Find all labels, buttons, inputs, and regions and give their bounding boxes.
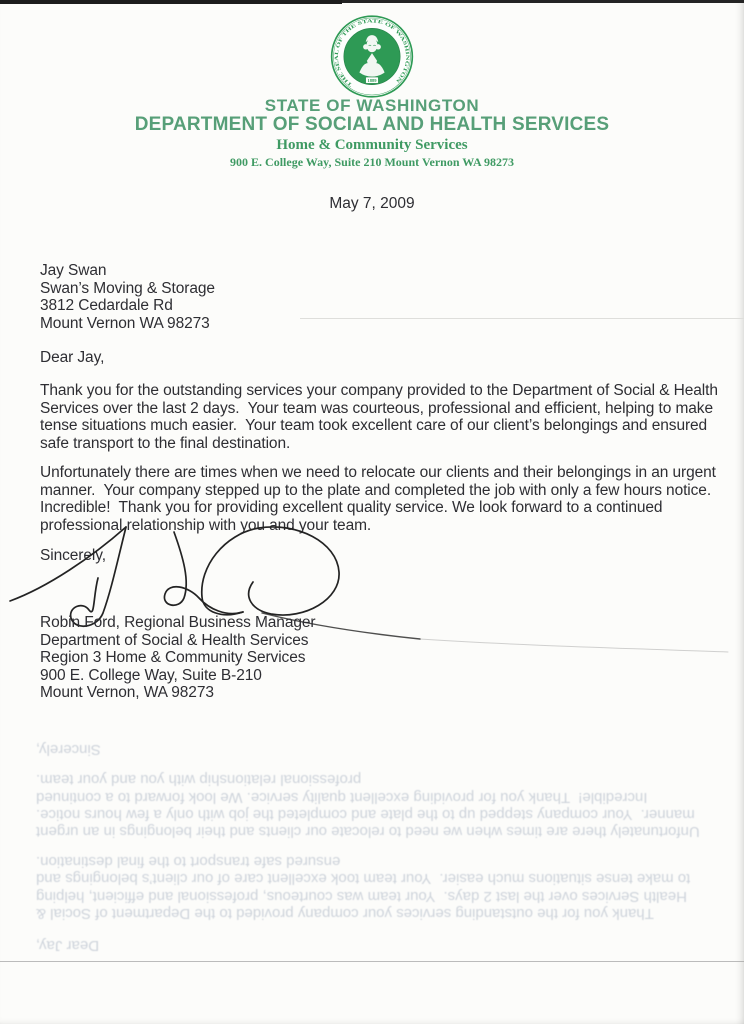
bleedthrough-salutation: Dear Jay, xyxy=(36,937,100,955)
paper-crease-bottom xyxy=(0,961,744,962)
scan-artifact-top-edge-thick xyxy=(0,0,342,4)
body-paragraph-2: Unfortunately there are times when we need to relocate our clients and their belongings in an urgent manner. Your company stepped up to the plate and completed the job with only a few hours notice. Incredible! Thank you for providing excellent quality service. We look forward to a continued professional relationship with you and your team. xyxy=(40,464,721,534)
body-paragraph-1: Thank you for the outstanding services your company provided to the Department of Social & Health Services over the last 2 days. Your team was courteous, professional and efficient, helping to make tense situations much easier. Your team took excellent care of our client’s belongings and ensured safe transport to the final destination. xyxy=(40,382,723,452)
scan-artifact-top-edge xyxy=(0,0,744,3)
seal-year-label: 1889 xyxy=(367,78,377,84)
recipient-address-block xyxy=(40,262,215,332)
salutation: Dear Jay, xyxy=(40,349,105,366)
letter-date: May 7, 2009 xyxy=(329,195,415,212)
signer-region: Region 3 Home & Community Services xyxy=(40,649,306,667)
bleedthrough-text xyxy=(27,726,700,955)
recipient-city: Mount Vernon WA 98273 xyxy=(40,314,210,332)
signer-name-title: Robin Ford, Regional Business Manager xyxy=(40,614,316,631)
bleedthrough-paragraph-2: Unfortunately there are times when we need to relocate our clients and their belongings in an urgent manner. Your company stepped up to the plate and completed the job with only a few hours notice. Incredible! Thank you for providing excellent quality service. We look forward to a continued professional relationship with you and your team. xyxy=(27,771,700,841)
bleedthrough-closing: Sincerely, xyxy=(36,741,101,759)
signer-department: Department of Social & Health Services xyxy=(40,631,309,649)
signer-street: 900 E. College Way, Suite B-210 xyxy=(40,666,262,684)
letterhead-department-title: DEPARTMENT OF SOCIAL AND HEALTH SERVICES xyxy=(134,114,610,135)
recipient-company: Swan’s Moving & Storage xyxy=(40,279,215,297)
letterhead-address: 900 E. College Way, Suite 210 Mount Vernon WA 98273 xyxy=(230,155,514,169)
signer-block xyxy=(40,614,315,702)
closing: Sincerely, xyxy=(40,547,106,564)
bleedthrough-paragraph-1: Thank you for the outstanding services your company provided to the Department of Social & Health Services over the last 2 days. Your team was courteous, professional and efficient, helping to make tense situations much easier. Your team took excellent care of our client’s belongings and ensured safe transport to the final destination. xyxy=(31,853,691,922)
letterhead-agency-title: STATE OF WASHINGTON xyxy=(264,96,480,115)
paper-crease-middle xyxy=(300,318,744,319)
recipient-street: 3812 Cedardale Rd xyxy=(40,297,173,315)
signer-city: Mount Vernon, WA 98273 xyxy=(40,684,214,702)
washington-state-seal-icon xyxy=(330,13,414,100)
seal-ring-text: THE SEAL OF THE STATE OF WASHINGTON xyxy=(334,19,410,87)
recipient-name: Jay Swan xyxy=(40,262,107,279)
letterhead-division-subtitle: Home & Community Services xyxy=(276,137,468,153)
